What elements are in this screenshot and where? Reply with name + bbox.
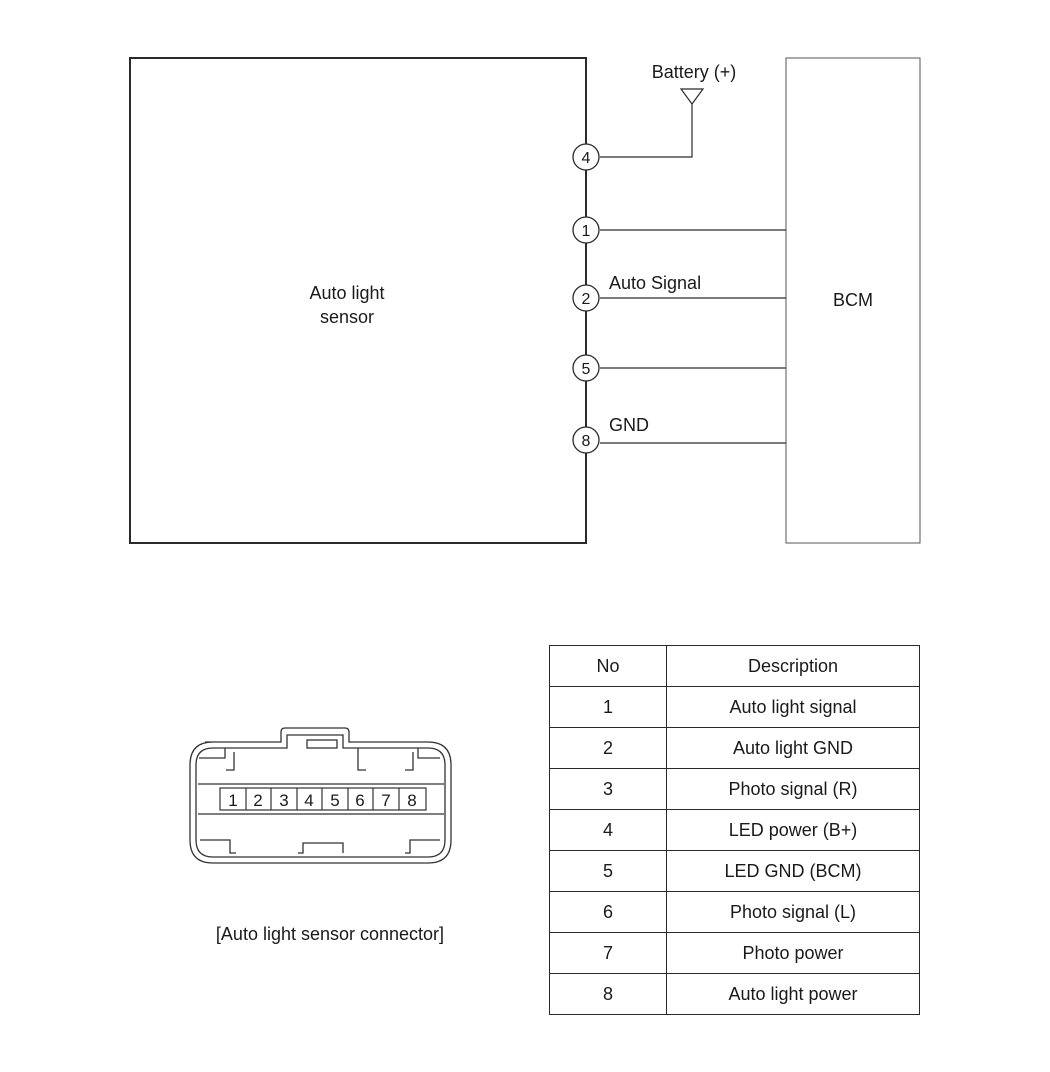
pin-no: 1 xyxy=(550,687,667,728)
pin-number: 8 xyxy=(581,433,591,450)
pin-no: 8 xyxy=(550,974,667,1015)
terminal-1: 1 xyxy=(228,791,238,810)
table-row xyxy=(550,892,920,933)
pin-1 xyxy=(573,217,599,243)
terminal-2: 2 xyxy=(253,791,263,810)
pin-no: 6 xyxy=(550,892,667,933)
battery-wire xyxy=(600,104,692,157)
pin-number: 1 xyxy=(581,223,591,240)
header-no: No xyxy=(550,646,667,687)
battery-symbol xyxy=(681,89,703,104)
pin-description: Auto light signal xyxy=(667,687,920,728)
table-row xyxy=(550,974,920,1015)
pin-no: 2 xyxy=(550,728,667,769)
pin-number: 2 xyxy=(581,291,591,308)
table-row xyxy=(550,933,920,974)
pin-8 xyxy=(573,427,599,453)
bcm-label: BCM xyxy=(833,290,873,310)
pin-number: 4 xyxy=(581,150,591,167)
pin-description: Photo signal (R) xyxy=(667,769,920,810)
sensor-label-line1: Auto light xyxy=(309,283,385,303)
connector-caption: [Auto light sensor connector] xyxy=(215,924,445,944)
pin-description: LED GND (BCM) xyxy=(667,851,920,892)
pin-no: 4 xyxy=(550,810,667,851)
header-description: Description xyxy=(667,646,920,687)
pin-description: LED power (B+) xyxy=(667,810,920,851)
wire-label-gnd: GND xyxy=(609,415,649,435)
pin-2 xyxy=(573,285,599,311)
pin-5 xyxy=(573,355,599,381)
pin-no: 5 xyxy=(550,851,667,892)
pin-number: 5 xyxy=(581,361,591,378)
connector-terminals xyxy=(220,788,426,810)
terminal-4: 4 xyxy=(304,791,314,810)
pin-description: Auto light power xyxy=(667,974,920,1015)
sensor-label-line2: sensor xyxy=(319,307,375,327)
pin-description: Auto light GND xyxy=(667,728,920,769)
table-header-row xyxy=(550,646,920,687)
table-row xyxy=(550,687,920,728)
table-row xyxy=(550,810,920,851)
battery-label: Battery (+) xyxy=(651,62,737,82)
table-row xyxy=(550,769,920,810)
pin-no: 7 xyxy=(550,933,667,974)
wire-label-auto-signal: Auto Signal xyxy=(609,273,702,293)
table-row xyxy=(550,851,920,892)
pin-description: Photo power xyxy=(667,933,920,974)
pin-description-table xyxy=(549,645,920,1015)
pin-no: 3 xyxy=(550,769,667,810)
pin-description: Photo signal (L) xyxy=(667,892,920,933)
terminal-3: 3 xyxy=(279,791,289,810)
pin-4 xyxy=(573,144,599,170)
terminal-7: 7 xyxy=(381,791,391,810)
table-row xyxy=(550,728,920,769)
terminal-5: 5 xyxy=(330,791,340,810)
terminal-8: 8 xyxy=(407,791,417,810)
terminal-6: 6 xyxy=(355,791,365,810)
